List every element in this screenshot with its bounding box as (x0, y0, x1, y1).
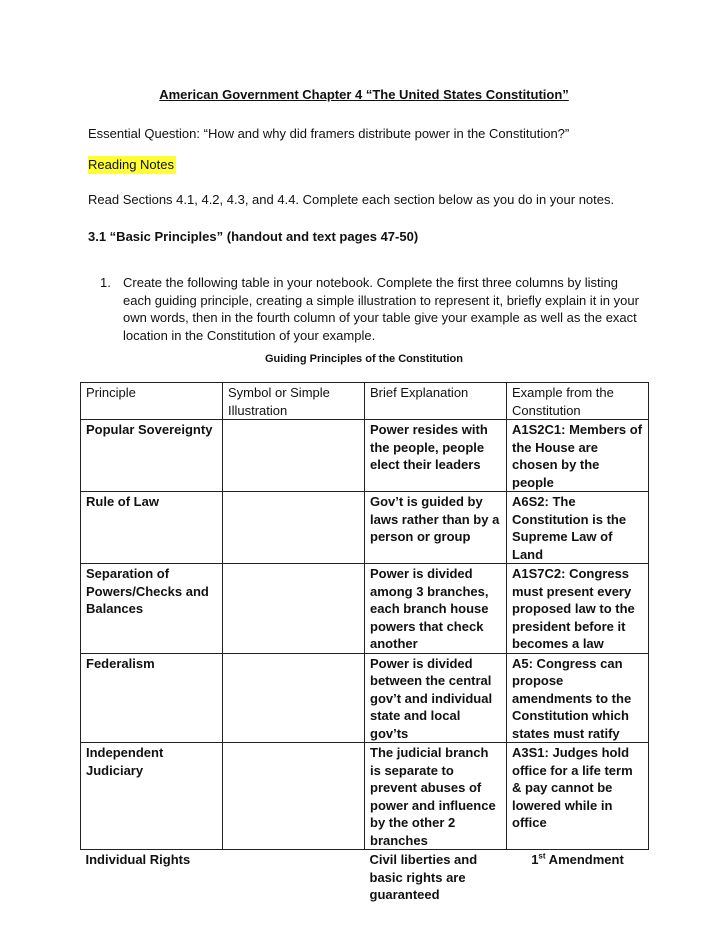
table-row (81, 420, 649, 492)
principles-table (80, 382, 649, 904)
cell-principle: Individual Rights (85, 852, 191, 867)
cell-principle: Independent Judiciary (81, 743, 223, 850)
cell-explanation: Gov’t is guided by laws rather than by a person or group (365, 492, 507, 564)
header-symbol: Symbol or Simple Illustration (223, 383, 365, 420)
cell-symbol (223, 653, 365, 743)
cell-explanation: Power is divided among 3 branches, each branch house powers that check another (365, 564, 507, 654)
cell-symbol (223, 420, 365, 492)
cell-principle: Separation of Powers/Checks and Balances (81, 564, 223, 654)
cell-symbol (223, 564, 365, 654)
cell-explanation: Power is divided between the central gov’t and individual state and local gov’ts (365, 653, 507, 743)
list-text: Create the following table in your notebook. Complete the first three columns by listing each guiding principle, creating a simple illustration to represent it, briefly explain it in your own words, then in the fourth column of your table give your example as well as the exact location in the Constitution of your example. (123, 275, 639, 343)
cell-example: A6S2: The Constitution is the Supreme Law of Land (507, 492, 649, 564)
header-principle: Principle (81, 383, 223, 420)
document-title: American Government Chapter 4 “The United States Constitution” (159, 87, 569, 102)
reading-notes-highlight: Reading Notes (88, 157, 174, 172)
table-header-row (81, 383, 649, 420)
cell-symbol (223, 850, 365, 904)
header-explanation: Brief Explanation (365, 383, 507, 420)
cell-example: A5: Congress can propose amendments to the Constitution which states must ratify (507, 653, 649, 743)
cell-example: A1S2C1: Members of the House are chosen by the people (507, 420, 649, 492)
cell-principle: Federalism (81, 653, 223, 743)
cell-example (507, 850, 649, 904)
cell-principle: Rule of Law (81, 492, 223, 564)
essential-question: Essential Question: “How and why did framers distribute power in the Constitution?” (88, 126, 570, 141)
list-number: 1. (100, 275, 111, 290)
amendment-number: 1 (531, 852, 539, 867)
cell-explanation: Civil liberties and basic rights are guaranteed (369, 852, 478, 902)
cell-explanation: Power resides with the people, people elect their leaders (365, 420, 507, 492)
header-example: Example from the Constitution (507, 383, 649, 420)
table-caption: Guiding Principles of the Constitution (265, 353, 463, 365)
cell-principle: Popular Sovereignty (81, 420, 223, 492)
table-row (81, 564, 649, 654)
section-heading: 3.1 “Basic Principles” (handout and text pages 47-50) (88, 229, 419, 244)
table-row (81, 653, 649, 743)
table-row (81, 492, 649, 564)
cell-example: A3S1: Judges hold office for a life term & pay cannot be lowered while in office (507, 743, 649, 850)
amendment-word: Amendment (545, 852, 624, 867)
cell-example: A1S7C2: Congress must present every proposed law to the president before it becomes a law (507, 564, 649, 654)
table-row (81, 743, 649, 850)
cell-explanation: The judicial branch is separate to prevent abuses of power and influence by the other 2 branches (365, 743, 507, 850)
cell-symbol (223, 492, 365, 564)
read-instruction: Read Sections 4.1, 4.2, 4.3, and 4.4. Complete each section below as you do in your notes. (88, 192, 615, 207)
ordinal-suffix: st (538, 851, 546, 861)
table-row (81, 850, 649, 904)
cell-symbol (223, 743, 365, 850)
